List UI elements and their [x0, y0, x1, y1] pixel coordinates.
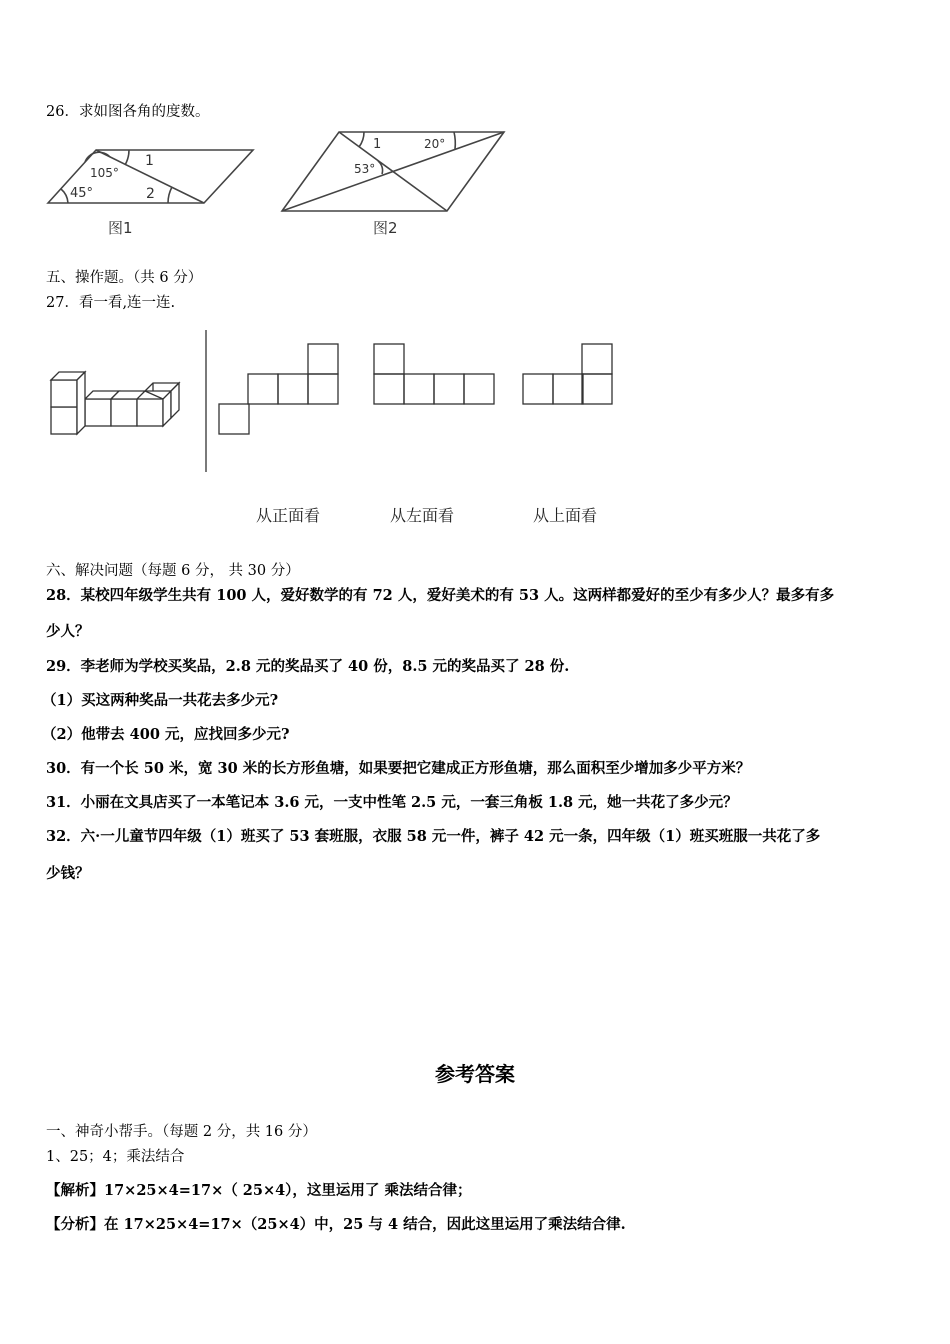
- question-29-sub2: （2）他带去 400 元，应找回多少元?: [42, 726, 290, 743]
- question-28-line1: 28．某校四年级学生共有 100 人，爱好数学的有 72 人，爱好美术的有 53 人。这两样都爱好的至少有多少人？最多有多: [46, 587, 835, 604]
- fig1-label-45: 45°: [70, 186, 94, 201]
- question-32-line1: 32．六·一儿童节四年级（1）班买了 53 套班服，衣服 58 元一件，裤子 42 元一条，四年级（1）班买班服一共花了多: [46, 828, 821, 845]
- view-label-front: 从正面看: [256, 506, 321, 525]
- figure-1-caption: 图1: [108, 219, 133, 237]
- question-26-text: 26．求如图各角的度数。: [46, 104, 210, 120]
- fig1-label-2: 2: [146, 186, 155, 202]
- question-27-text: 27．看一看,连一连.: [46, 295, 176, 311]
- question-31-text: 31．小丽在文具店买了一本笔记本 3.6 元，一支中性笔 2.5 元，一套三角板 1.8 元，她一共花了多少元？: [46, 794, 738, 811]
- view-label-top: 从上面看: [533, 506, 598, 525]
- figure-27-views: [0, 0, 950, 500]
- cube-solid: [51, 372, 179, 434]
- answer-1-fenxi: 【分析】在 17×25×4=17×（25×4）中，25 与 4 结合，因此这里运用了乘法结合律.: [46, 1216, 626, 1233]
- fig2-label-53: 53°: [354, 162, 376, 176]
- answer-1: 1、25；4；乘法结合: [46, 1149, 185, 1165]
- section-6-heading: 六、解决问题（每题 6 分， 共 30 分）: [46, 563, 300, 579]
- view-option-a: [219, 344, 338, 434]
- fig1-label-105: 105°: [90, 166, 119, 180]
- answers-section-1: 一、神奇小帮手。（每题 2 分，共 16 分）: [46, 1124, 317, 1140]
- fig1-label-1: 1: [145, 153, 154, 169]
- view-label-left: 从左面看: [390, 506, 455, 525]
- view-option-c: [523, 344, 612, 404]
- question-28-line2: 少人？: [46, 623, 90, 640]
- question-29-text: 29．李老师为学校买奖品，2.8 元的奖品买了 40 份，8.5 元的奖品买了 28 份.: [46, 658, 570, 675]
- fig2-label-1: 1: [373, 137, 382, 152]
- section-5-heading: 五、操作题。（共 6 分）: [46, 270, 203, 286]
- question-29-sub1: （1）买这两种奖品一共花去多少元?: [42, 692, 279, 709]
- question-30-text: 30．有一个长 50 米，宽 30 米的长方形鱼塘，如果要把它建成正方形鱼塘，那么面积至少增加多少平方米？: [46, 760, 751, 777]
- view-option-b: [374, 344, 494, 404]
- answer-1-analysis: 【解析】17×25×4=17×（ 25×4），这里运用了 乘法结合律；: [46, 1182, 472, 1199]
- figure-2-caption: 图2: [373, 219, 398, 237]
- question-32-line2: 少钱？: [46, 865, 90, 882]
- answers-title: 参考答案: [435, 1062, 515, 1086]
- fig2-label-20: 20°: [424, 137, 446, 151]
